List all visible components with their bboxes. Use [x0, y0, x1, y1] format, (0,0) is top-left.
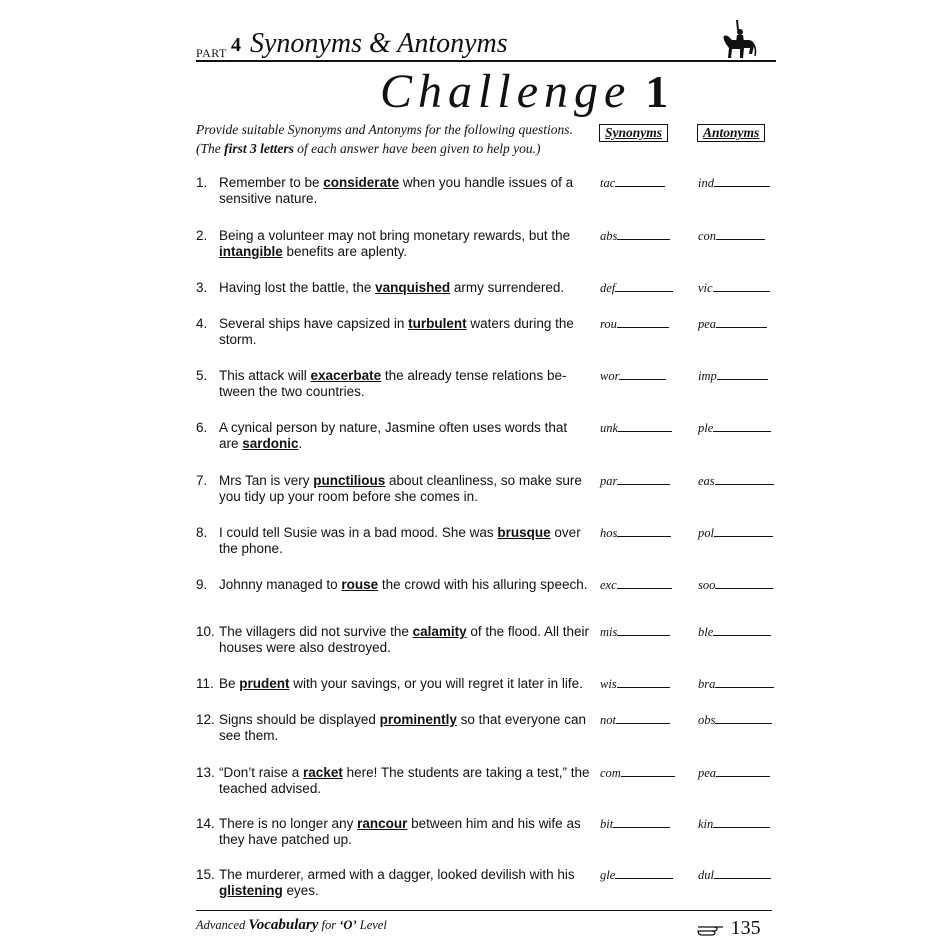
antonym-hint: pol: [698, 526, 714, 540]
question-text: [219, 420, 590, 452]
question-row: [196, 816, 590, 848]
question-number: 13.: [196, 765, 215, 780]
synonym-answer-field[interactable]: [600, 421, 672, 436]
antonym-answer-field[interactable]: [698, 421, 771, 436]
synonym-answer-field[interactable]: [600, 317, 669, 332]
answer-blank[interactable]: [716, 317, 767, 328]
synonym-answer-field[interactable]: [600, 817, 670, 832]
page-header: [196, 28, 776, 62]
synonym-answer-field[interactable]: [600, 526, 671, 541]
antonym-hint: pea: [698, 766, 717, 780]
pointing-hand-icon: [697, 921, 725, 937]
question-text-post: the crowd with his alluring speech.: [378, 577, 588, 592]
synonyms-column-header: Synonyms: [599, 124, 668, 142]
antonym-hint: soo: [698, 578, 716, 592]
footer-book-title: [196, 917, 387, 934]
antonym-hint: imp: [698, 369, 717, 383]
question-text: [219, 676, 590, 692]
answer-blank[interactable]: [713, 421, 771, 432]
antonym-answer-field[interactable]: [698, 176, 770, 191]
question-text: [219, 577, 590, 593]
instruction-post: of each answer have been given to help you.): [293, 141, 541, 156]
question-row: [196, 368, 590, 400]
keyword: rancour: [357, 816, 408, 831]
synonym-answer-field[interactable]: [600, 868, 673, 883]
page-number: 135: [730, 917, 761, 939]
question-number: 12.: [196, 712, 215, 727]
synonym-hint: abs: [600, 229, 618, 243]
keyword: calamity: [412, 624, 467, 639]
answer-blank[interactable]: [617, 229, 670, 240]
keyword: turbulent: [408, 316, 467, 331]
footer-rule: [196, 910, 772, 911]
question-text-pre: Several ships have capsized in: [219, 316, 409, 331]
question-number: 4.: [196, 316, 208, 331]
answer-blank[interactable]: [617, 526, 671, 537]
antonym-answer-field[interactable]: [698, 578, 773, 593]
keyword: prudent: [239, 676, 290, 691]
question-row: [196, 577, 590, 593]
question-number: 3.: [196, 280, 208, 295]
question-text-pre: Being a volunteer may not bring monetary rewards, but the: [219, 228, 571, 243]
instruction-pre: (The: [196, 141, 225, 156]
footer-mid: for: [318, 918, 340, 932]
question-text-pre: The villagers did not survive the: [219, 624, 413, 639]
part-number: 4: [231, 34, 241, 56]
antonym-hint: ple: [698, 421, 714, 435]
question-text-post: with your savings, or you will regret it later in life.: [289, 676, 583, 691]
antonyms-column-header: Antonyms: [697, 124, 765, 142]
keyword: sardonic: [242, 436, 299, 451]
question-text-post: of the flood. All their houses were also destroyed.: [219, 624, 589, 655]
question-text: [219, 624, 590, 656]
keyword: intangible: [219, 244, 283, 259]
question-row: [196, 175, 590, 207]
antonym-hint: ind: [698, 176, 714, 190]
challenge-number: 1: [645, 66, 675, 117]
question-text: [219, 316, 590, 348]
question-text-pre: Johnny managed to: [219, 577, 342, 592]
question-text-pre: Remember to be: [219, 175, 324, 190]
question-text-post: between him and his wife as they have patched up.: [219, 816, 581, 847]
question-text: [219, 368, 590, 400]
antonym-answer-field[interactable]: [698, 281, 770, 296]
answer-blank[interactable]: [715, 578, 773, 589]
question-text: [219, 473, 590, 505]
synonym-hint: exc: [600, 578, 617, 592]
keyword: exacerbate: [310, 368, 382, 383]
antonym-hint: ble: [698, 625, 714, 639]
answer-blank[interactable]: [714, 176, 770, 187]
synonym-hint: mis: [600, 625, 618, 639]
antonym-hint: eas: [698, 474, 715, 488]
answer-blank[interactable]: [713, 817, 770, 828]
instruction-line-2: [196, 141, 541, 157]
antonym-hint: pea: [698, 317, 717, 331]
question-text-post: eyes.: [282, 883, 319, 898]
synonym-hint: com: [600, 766, 621, 780]
answer-blank[interactable]: [717, 369, 768, 380]
question-row: [196, 525, 590, 557]
page-number-block: [697, 917, 761, 940]
synonym-hint: wor: [600, 369, 620, 383]
question-row: [196, 676, 590, 692]
question-text-post: when you handle issues of a sensitive nature.: [219, 175, 574, 206]
question-row: [196, 867, 590, 899]
footer-pre: Advanced: [196, 918, 249, 932]
answer-blank[interactable]: [617, 578, 672, 589]
antonym-answer-field[interactable]: [698, 868, 771, 883]
answer-blank[interactable]: [613, 817, 670, 828]
antonym-answer-field[interactable]: [698, 625, 771, 640]
question-number: 6.: [196, 420, 208, 435]
synonym-answer-field[interactable]: [600, 369, 666, 384]
question-text-pre: A cynical person by nature, Jasmine often uses words that are: [219, 420, 568, 451]
synonym-hint: rou: [600, 317, 617, 331]
question-number: 8.: [196, 525, 208, 540]
answer-blank[interactable]: [716, 766, 770, 777]
answer-blank[interactable]: [716, 229, 765, 240]
question-number: 15.: [196, 867, 215, 882]
footer-bold: Vocabulary: [248, 917, 319, 933]
antonym-hint: bra: [698, 677, 716, 691]
challenge-word: Challenge: [380, 65, 632, 118]
question-text-pre: Be: [219, 676, 240, 691]
synonym-answer-field[interactable]: [600, 176, 665, 191]
question-text: [219, 280, 590, 296]
question-text: [219, 712, 590, 744]
question-text-post: the already tense relations be-tween the two countries.: [219, 368, 567, 399]
synonym-hint: wis: [600, 677, 617, 691]
synonym-hint: not: [600, 713, 616, 727]
antonym-answer-field[interactable]: [698, 369, 768, 384]
keyword: racket: [303, 765, 343, 780]
answer-blank[interactable]: [713, 281, 770, 292]
antonym-hint: obs: [698, 713, 716, 727]
synonym-answer-field[interactable]: [600, 578, 672, 593]
keyword: prominently: [379, 712, 457, 727]
question-text: [219, 228, 590, 260]
question-text-post: benefits are aplenty.: [282, 244, 408, 259]
question-text: [219, 816, 590, 848]
question-text: [219, 175, 590, 207]
question-number: 5.: [196, 368, 208, 383]
answer-blank[interactable]: [715, 677, 774, 688]
keyword: glistening: [219, 883, 283, 898]
antonym-answer-field[interactable]: [698, 766, 770, 781]
question-number: 9.: [196, 577, 208, 592]
question-text-pre: There is no longer any: [219, 816, 358, 831]
synonym-answer-field[interactable]: [600, 474, 670, 489]
synonym-hint: bit: [600, 817, 614, 831]
question-text-post: .: [298, 436, 303, 451]
synonym-answer-field[interactable]: [600, 677, 670, 692]
question-row: [196, 420, 590, 452]
synonym-hint: tac: [600, 176, 616, 190]
question-number: 2.: [196, 228, 208, 243]
antonym-answer-field[interactable]: [698, 713, 772, 728]
answer-blank[interactable]: [621, 766, 675, 777]
synonym-answer-field[interactable]: [600, 713, 670, 728]
antonym-answer-field[interactable]: [698, 677, 774, 692]
question-text-post: over the phone.: [219, 525, 581, 556]
footer-o: ‘O’: [339, 918, 357, 932]
challenge-heading: [380, 64, 674, 119]
answer-blank[interactable]: [617, 677, 670, 688]
synonym-answer-field[interactable]: [600, 766, 675, 781]
antonym-answer-field[interactable]: [698, 229, 765, 244]
question-text: [219, 867, 590, 899]
question-text: [219, 765, 590, 797]
antonym-answer-field[interactable]: [698, 817, 770, 832]
answer-blank[interactable]: [715, 474, 774, 485]
antonym-answer-field[interactable]: [698, 526, 773, 541]
answer-blank[interactable]: [619, 369, 666, 380]
synonym-answer-field[interactable]: [600, 281, 673, 296]
answer-blank[interactable]: [617, 474, 670, 485]
question-text-pre: Signs should be displayed: [219, 712, 380, 727]
synonym-answer-field[interactable]: [600, 625, 670, 640]
question-row: [196, 473, 590, 505]
question-text-pre: This attack will: [219, 368, 311, 383]
answer-blank[interactable]: [615, 281, 673, 292]
keyword: brusque: [497, 525, 551, 540]
keyword: punctilious: [313, 473, 386, 488]
antonym-answer-field[interactable]: [698, 474, 774, 489]
antonym-hint: dul: [698, 868, 714, 882]
synonym-answer-field[interactable]: [600, 229, 670, 244]
question-text-pre: “Don’t raise a: [219, 765, 304, 780]
question-text-pre: I could tell Susie was in a bad mood. She was: [219, 525, 498, 540]
synonym-hint: def: [600, 281, 616, 295]
answer-blank[interactable]: [618, 421, 672, 432]
keyword: considerate: [323, 175, 400, 190]
header-rule: [196, 60, 776, 62]
instruction-bold: first 3 letters: [224, 141, 294, 156]
answer-blank[interactable]: [615, 868, 673, 879]
answer-blank[interactable]: [615, 176, 665, 187]
instruction-line-1: Provide suitable Synonyms and Antonyms for the following questions.: [196, 122, 573, 137]
answer-blank[interactable]: [714, 868, 771, 879]
keyword: vanquished: [375, 280, 451, 295]
synonym-hint: par: [600, 474, 618, 488]
keyword: rouse: [341, 577, 379, 592]
question-number: 14.: [196, 816, 215, 831]
question-text-post: here! The students are taking a test,” the teached advised.: [219, 765, 590, 796]
question-text-post: waters during the storm.: [219, 316, 574, 347]
footer-post: Level: [356, 918, 387, 932]
antonym-hint: con: [698, 229, 717, 243]
question-text-post: about cleanliness, so make sure you tidy up your room before she comes in.: [219, 473, 582, 504]
antonym-answer-field[interactable]: [698, 317, 767, 332]
question-row: [196, 624, 590, 656]
question-number: 10.: [196, 624, 215, 639]
question-text-pre: Having lost the battle, the: [219, 280, 376, 295]
answer-blank[interactable]: [714, 526, 773, 537]
question-row: [196, 316, 590, 348]
question-number: 1.: [196, 175, 208, 190]
synonym-hint: hos: [600, 526, 618, 540]
antonym-hint: vic: [698, 281, 713, 295]
question-text-post: so that everyone can see them.: [219, 712, 586, 743]
answer-blank[interactable]: [616, 713, 670, 724]
question-row: [196, 765, 590, 797]
question-row: [196, 280, 590, 296]
question-text-pre: The murderer, armed with a dagger, looked devilish with his: [219, 867, 575, 882]
question-row: [196, 228, 590, 260]
knight-on-horse-icon: [718, 18, 758, 62]
question-text-pre: Mrs Tan is very: [219, 473, 314, 488]
section-title: Synonyms & Antonyms: [250, 28, 508, 59]
synonym-hint: unk: [600, 421, 619, 435]
question-number: 11.: [196, 676, 214, 691]
synonym-hint: gle: [600, 868, 616, 882]
part-label: PART: [196, 46, 227, 60]
answer-blank[interactable]: [617, 317, 669, 328]
question-text-post: army surrendered.: [450, 280, 565, 295]
answer-blank[interactable]: [715, 713, 772, 724]
antonym-hint: kin: [698, 817, 714, 831]
question-number: 7.: [196, 473, 208, 488]
question-row: [196, 712, 590, 744]
question-text: [219, 525, 590, 557]
answer-blank[interactable]: [617, 625, 670, 636]
answer-blank[interactable]: [713, 625, 771, 636]
